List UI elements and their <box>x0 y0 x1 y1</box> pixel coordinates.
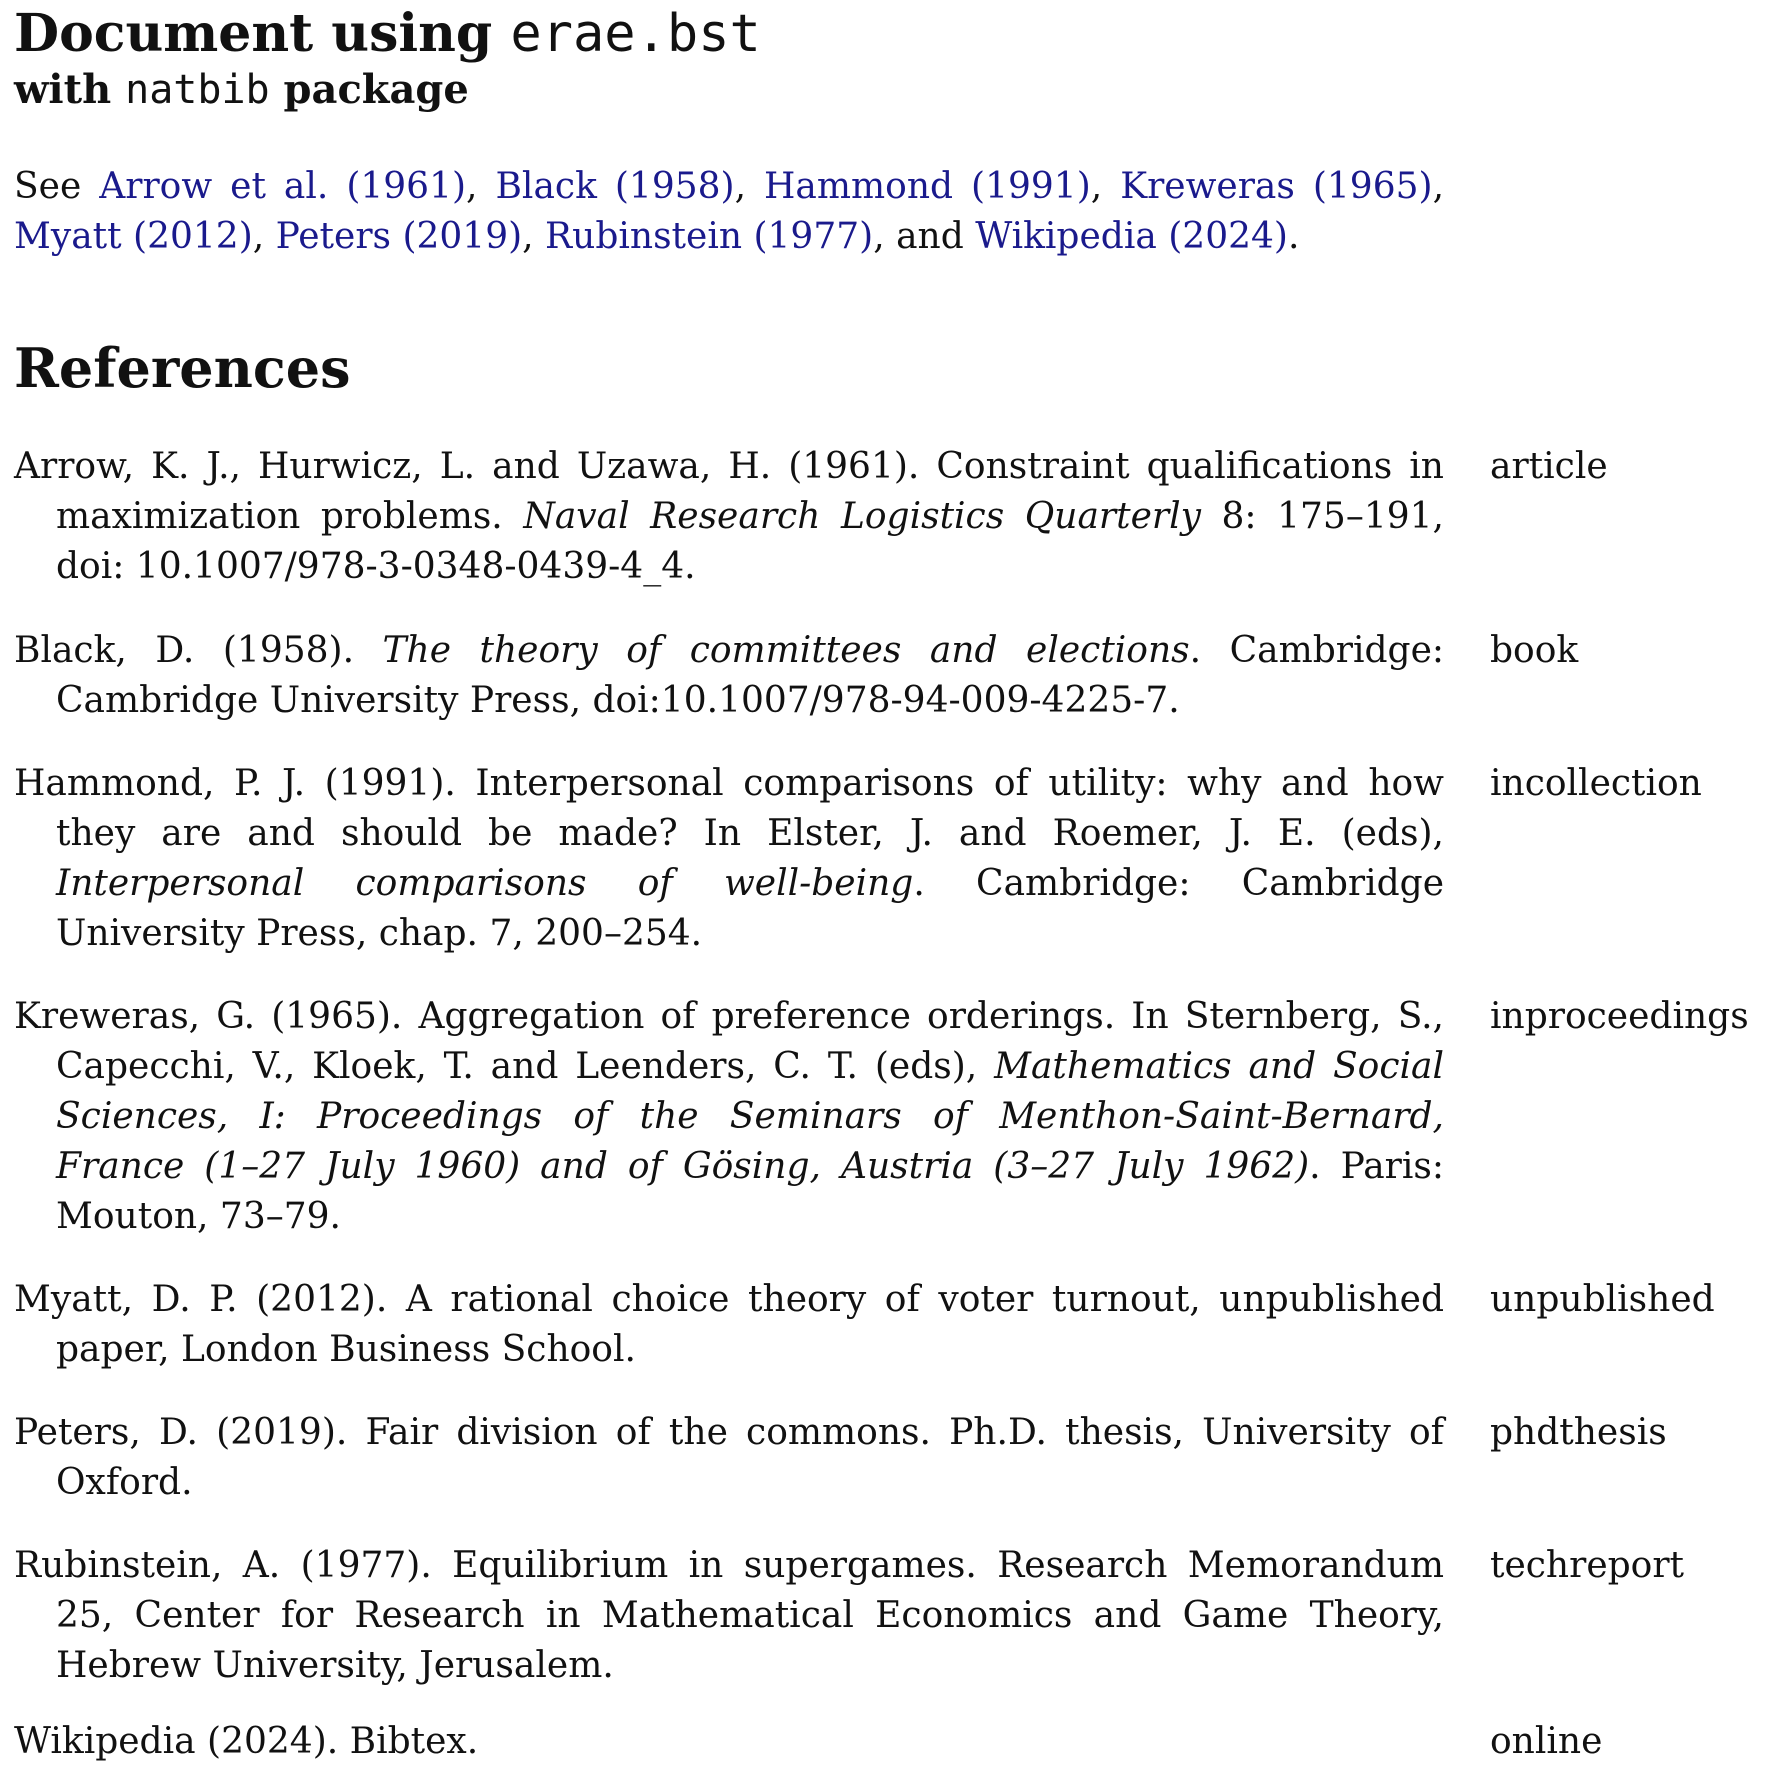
citation-black[interactable]: Black (1958) <box>495 166 735 207</box>
reference-type-label: article <box>1490 446 1608 487</box>
citation-arrow[interactable]: Arrow et al. (1961) <box>99 166 467 207</box>
reference-text: Kreweras, G. (1965). Aggregation of preference orderings. In Sternberg, S., Capecchi, V., Kloek, T. and Leenders, C. T. (eds), <box>14 996 1444 1087</box>
reference-entry <box>14 1541 1444 1691</box>
reference-italic: Mathematics and Social Sciences, I: Proceedings of the Seminars of Menthon-Saint-Bernard, France (1–27 July 1960) and of Gösing, Austria (3–27 July 1962) <box>56 1046 1444 1187</box>
title-code: erae.bst <box>510 4 761 64</box>
reference-type-label: inproceedings <box>1490 996 1749 1037</box>
reference-text: Black, D. (1958). <box>14 630 383 671</box>
reference-type-label: book <box>1490 630 1579 671</box>
reference-text: Myatt, D. P. (2012). A rational choice theory of voter turnout, unpublished paper, London Business School. <box>14 1279 1444 1370</box>
page-subtitle <box>14 66 469 114</box>
citation-separator: , <box>522 216 546 257</box>
page-title <box>14 4 761 64</box>
citation-separator: , <box>466 166 496 207</box>
reference-type-label: unpublished <box>1490 1279 1715 1320</box>
citation-separator: , <box>1090 166 1121 207</box>
reference-type-label: incollection <box>1490 763 1702 804</box>
reference-text-tail: . Cambridge: Cambridge University Press, chap. 7, 200–254. <box>56 863 1445 954</box>
citation-kreweras[interactable]: Kreweras (1965) <box>1120 166 1433 207</box>
reference-type-label: phdthesis <box>1490 1412 1667 1453</box>
reference-entry <box>14 759 1444 959</box>
intro-lead: See <box>14 166 100 207</box>
reference-entry <box>14 992 1444 1242</box>
reference-text: Rubinstein, A. (1977). Equilibrium in supergames. Research Memorandum 25, Center for Research in Mathematical Economics and Game Theory, Hebrew University, Jerusalem. <box>14 1545 1444 1686</box>
reference-entry <box>14 1275 1444 1375</box>
reference-entry <box>14 626 1444 726</box>
citation-and: , and <box>873 216 976 257</box>
reference-italic: The theory of committees and elections <box>382 630 1190 671</box>
reference-text: Peters, D. (2019). Fair division of the commons. Ph.D. thesis, University of Oxford. <box>14 1412 1444 1503</box>
intro-paragraph <box>14 162 1444 262</box>
citation-peters[interactable]: Peters (2019) <box>275 216 523 257</box>
title-prefix: Document using <box>14 3 511 64</box>
intro-end: . <box>1287 216 1300 257</box>
reference-entry <box>14 1408 1444 1508</box>
reference-text-tail: 8: 175–191, doi: 10.1007/978-3-0348-0439-4_4. <box>56 496 1444 587</box>
references-heading: References <box>14 336 351 400</box>
subtitle-prefix: with <box>14 66 126 113</box>
reference-text-tail: . Paris: Mouton, 73–79. <box>56 1146 1445 1237</box>
reference-text: Hammond, P. J. (1991). Interpersonal comparisons of utility: why and how they are and should be made? In Elster, J. and Roemer, J. E. (eds), <box>14 763 1444 854</box>
reference-text: Arrow, K. J., Hurwicz, L. and Uzawa, H. (1961). Constraint qualifications in maximization problems. <box>14 446 1444 537</box>
reference-text-tail: . Cambridge: Cambridge University Press, doi:10.1007/978-94-009-4225-7. <box>56 630 1445 721</box>
reference-italic: Interpersonal comparisons of well-being <box>56 863 914 904</box>
citation-myatt[interactable]: Myatt (2012) <box>14 216 253 257</box>
reference-entry <box>14 442 1444 592</box>
reference-text: Wikipedia (2024). Bibtex. <box>14 1721 479 1762</box>
reference-type-label: techreport <box>1490 1545 1685 1586</box>
reference-type-label: online <box>1490 1721 1603 1762</box>
citation-wikipedia[interactable]: Wikipedia (2024) <box>975 216 1288 257</box>
subtitle-suffix: package <box>269 66 469 113</box>
reference-italic: Naval Research Logistics Quarterly <box>523 496 1201 537</box>
subtitle-code: natbib <box>125 67 270 113</box>
citation-separator: , <box>734 166 765 207</box>
citation-hammond[interactable]: Hammond (1991) <box>764 166 1091 207</box>
citation-rubinstein[interactable]: Rubinstein (1977) <box>545 216 874 257</box>
citation-separator: , <box>1432 166 1445 207</box>
reference-entry <box>14 1717 1444 1767</box>
citation-separator: , <box>252 216 276 257</box>
